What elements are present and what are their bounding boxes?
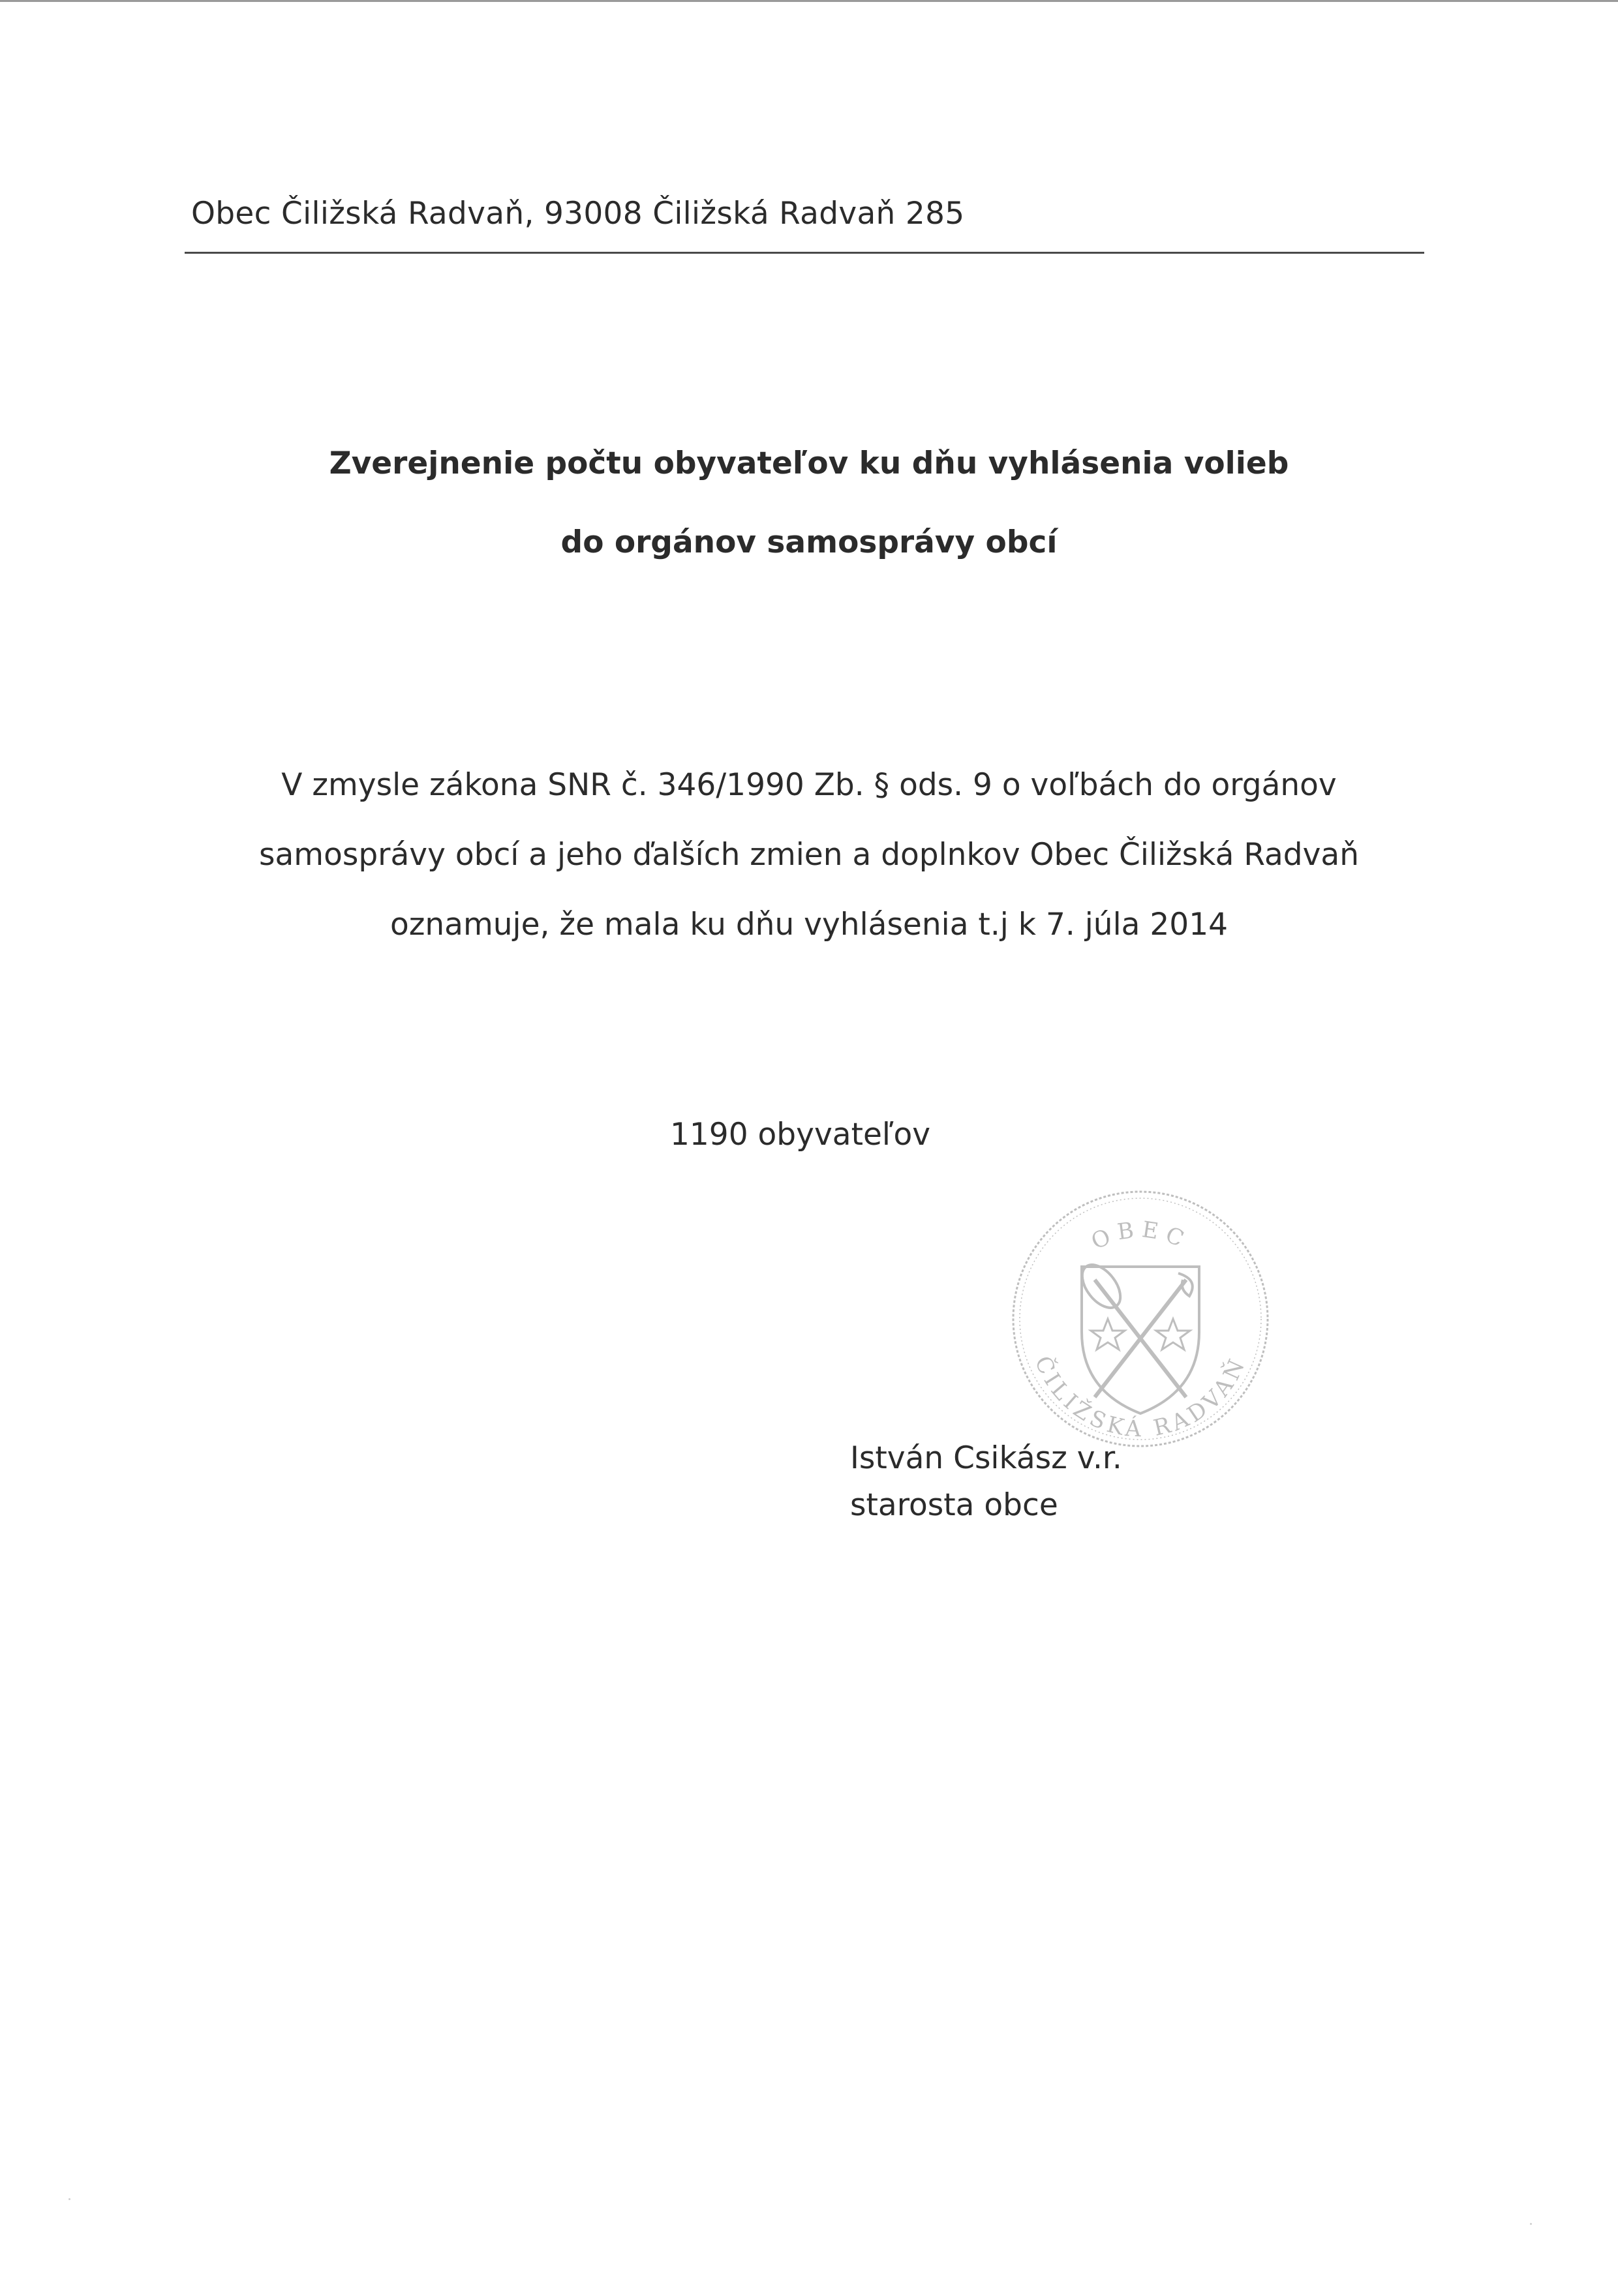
document-title-line-1: Zverejnenie počtu obyvateľov ku dňu vyhlásenia volieb xyxy=(329,446,1289,481)
document-title-line-2: do orgánov samosprávy obcí xyxy=(560,524,1058,560)
body-line-3: oznamuje, že mala ku dňu vyhlásenia t.j k 7. júla 2014 xyxy=(389,907,1229,943)
svg-text:ČILIŽSKÁ RADVAŇ xyxy=(1030,1352,1252,1443)
stamp-bottom-text: ČILIŽSKÁ RADVAŇ xyxy=(1029,1352,1252,1443)
signature-block xyxy=(850,1435,1122,1529)
svg-text:OBEC xyxy=(1088,1216,1194,1255)
scan-speck xyxy=(69,2198,70,2200)
stamp-top-text: OBEC xyxy=(1087,1216,1194,1256)
body-line-1: V zmysle zákona SNR č. 346/1990 Zb. § ods. 9 o voľbách do orgánov xyxy=(281,767,1337,803)
announcement-body xyxy=(0,750,1618,959)
signatory-role: starosta obce xyxy=(850,1487,1058,1523)
page-top-edge xyxy=(0,0,1618,2)
population-count: 1190 obyvateľov xyxy=(670,1117,931,1153)
municipal-seal-stamp xyxy=(1003,1182,1277,1456)
signatory-name: István Csikász v.r. xyxy=(850,1440,1122,1476)
body-line-2: samosprávy obcí a jeho ďalších zmien a doplnkov Obec Čiližská Radvaň xyxy=(259,837,1359,873)
letterhead: Obec Čiližská Radvaň, 93008 Čiližská Radvaň 285 xyxy=(191,196,965,232)
letterhead-divider xyxy=(185,252,1424,254)
scan-speck xyxy=(1530,2223,1532,2225)
